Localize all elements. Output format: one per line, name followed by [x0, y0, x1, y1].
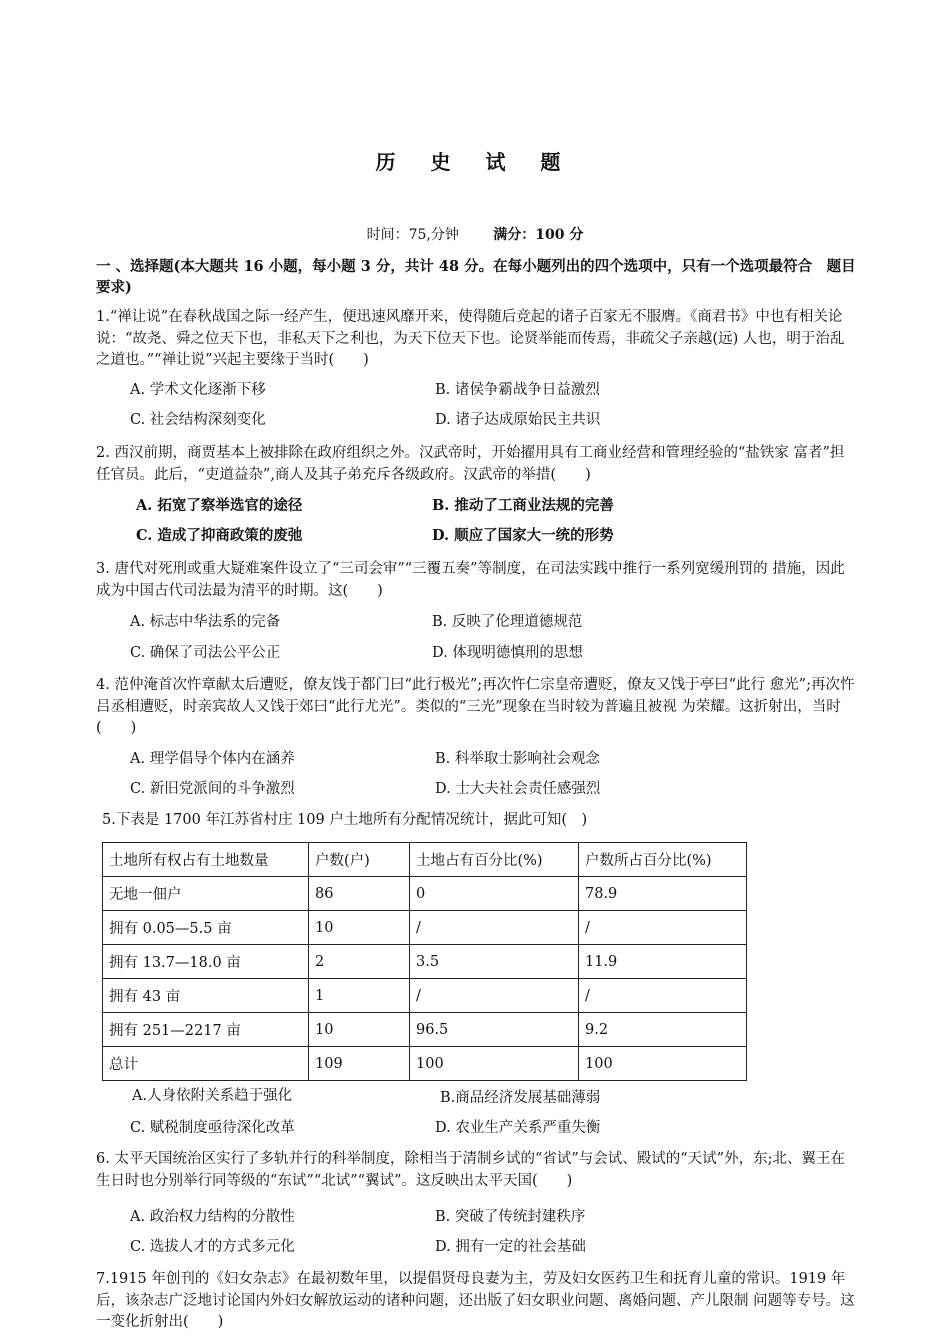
- table-cell: 2: [309, 945, 410, 979]
- table-cell: 100: [579, 1047, 747, 1081]
- question-4-option-b[interactable]: B. 科举取士影响社会观念: [435, 751, 600, 767]
- table-row: [103, 945, 747, 979]
- table-cell: /: [579, 911, 747, 945]
- question-1-option-b[interactable]: B. 诸侯争霸战争日益激烈: [435, 382, 600, 398]
- table-header-cell: 土地占有百分比(%): [410, 843, 579, 877]
- question-2-option-a[interactable]: A. 拓宽了察举选官的途径: [136, 497, 303, 514]
- question-5-option-a[interactable]: A.人身依附关系趋于强化: [132, 1088, 293, 1104]
- table-header-cell: 户数(户): [309, 843, 410, 877]
- table-cell: 11.9: [579, 945, 747, 979]
- table-row: [103, 1013, 747, 1047]
- table-cell: 1: [309, 979, 410, 1013]
- question-1-option-a[interactable]: A. 学术文化逐渐下移: [130, 382, 266, 398]
- question-4-stem: 4. 范仲淹首次忤章献太后遭贬，僚友饯于都门曰“此行极光”;再次忤仁宗皇帝遭贬，僚友又饯于亭曰“此行 愈光”;再次忤吕丞相遭贬，时亲宾故人又饯于郊曰“此行尤光”。类似的“三光”现象在当时较为普遍且被视 为荣耀。这折射出，当时( ): [96, 677, 855, 736]
- table-cell: 10: [309, 911, 410, 945]
- question-5-option-c[interactable]: C. 赋税制度亟待深化改革: [130, 1120, 295, 1136]
- question-3-stem: 3. 唐代对死刑或重大疑难案件设立了“三司会审”“三覆五奏”等制度，在司法实践中推行一系列宽缓刑罚的 措施，因此成为中国古代司法最为清平的时期。这( ): [96, 561, 845, 599]
- question-6-option-a[interactable]: A. 政治权力结构的分散性: [130, 1209, 295, 1225]
- table-row: [103, 877, 747, 911]
- question-1-option-c[interactable]: C. 社会结构深刻变化: [130, 412, 266, 428]
- exam-meta: [0, 224, 950, 244]
- table-cell: /: [410, 911, 579, 945]
- section-heading: 一 、选择题(本大题共 16 小题，每小题 3 分，共计 48 分。在每小题列出的四个选项中，只有一个选项最符合 题目要求): [96, 258, 856, 296]
- question-5-option-d[interactable]: D. 农业生产关系严重失衡: [435, 1120, 601, 1136]
- question-3-option-a[interactable]: A. 标志中华法系的完备: [130, 614, 281, 630]
- table-row: [103, 911, 747, 945]
- table-header-cell: 户数所占百分比(%): [579, 843, 747, 877]
- table-cell: 拥有 13.7—18.0 亩: [103, 945, 309, 979]
- table-row: [103, 1047, 747, 1081]
- table-header-cell: 土地所有权占有土地数量: [103, 843, 309, 877]
- table-cell: 10: [309, 1013, 410, 1047]
- question-6-option-d[interactable]: D. 拥有一定的社会基础: [435, 1239, 586, 1255]
- table-cell: 0: [410, 877, 579, 911]
- question-3-option-d[interactable]: D. 体现明德慎刑的思想: [432, 645, 583, 661]
- question-5-option-b[interactable]: B.商品经济发展基础薄弱: [440, 1090, 601, 1106]
- table-cell: /: [410, 979, 579, 1013]
- table-cell: 86: [309, 877, 410, 911]
- table-cell: 3.5: [410, 945, 579, 979]
- page-title: 历 史 试 题: [375, 150, 575, 174]
- table-cell: 拥有 43 亩: [103, 979, 309, 1013]
- land-distribution-table: [102, 842, 747, 1081]
- question-2-option-c[interactable]: C. 造成了抑商政策的废弛: [136, 527, 303, 544]
- table-header-row: [103, 843, 747, 877]
- table-cell: 100: [410, 1047, 579, 1081]
- question-3-option-b[interactable]: B. 反映了伦理道德规范: [432, 614, 583, 630]
- question-3-option-c[interactable]: C. 确保了司法公平公正: [130, 645, 281, 661]
- table-cell: /: [579, 979, 747, 1013]
- question-5-stem: 5.下表是 1700 年江苏省村庄 109 户土地所有分配情况统计，据此可知( ): [102, 812, 588, 828]
- question-1-option-d[interactable]: D. 诸子达成原始民主共识: [435, 412, 601, 428]
- table-cell: 96.5: [410, 1013, 579, 1047]
- question-2-stem: 2. 西汉前期，商贾基本上被排除在政府组织之外。汉武帝时，开始擢用具有工商业经营和管理经验的“盐铁家 富者”担任官员。此后，“吏道益杂”,商人及其子弟充斥各级政府。汉武帝的举措( ): [96, 445, 845, 483]
- table-cell: 9.2: [579, 1013, 747, 1047]
- exam-time: 时间：75,分钟: [366, 227, 459, 243]
- question-6-option-c[interactable]: C. 选拔人才的方式多元化: [130, 1239, 295, 1255]
- table-cell: 总计: [103, 1047, 309, 1081]
- question-1-stem: 1.“禅让说”在春秋战国之际一经产生，便迅速风靡开来，使得随后竞起的诸子百家无不服膺。《商君书》中也有相关论说：“故尧、舜之位天下也，非私天下之利也，为天下位天下也。论贤举能而传焉，非疏父子亲越(远) 人也，明于治乱之道也。”“禅让说”兴起主要缘于当时( ): [96, 309, 845, 368]
- table-cell: 拥有 251—2217 亩: [103, 1013, 309, 1047]
- question-4-option-c[interactable]: C. 新旧党派间的斗争激烈: [130, 781, 295, 797]
- question-2-option-b[interactable]: B. 推动了工商业法规的完善: [432, 497, 614, 514]
- exam-full-score: 满分：100 分: [493, 227, 584, 243]
- table-cell: 78.9: [579, 877, 747, 911]
- question-6-option-b[interactable]: B. 突破了传统封建秩序: [435, 1209, 586, 1225]
- table-cell: 无地一佃户: [103, 877, 309, 911]
- table-row: [103, 979, 747, 1013]
- table-cell: 拥有 0.05—5.5 亩: [103, 911, 309, 945]
- question-7-stem: 7.1915 年创刊的《妇女杂志》在最初数年里，以提倡贤母良妻为主，劳及妇女医药卫生和抚育儿童的常识。1919 年后，该杂志广泛地讨论国内外妇女解放运动的诸种问题，还出版了妇女职业问题、离婚问题、产儿限制 问题等专号。这一变化折射出( ): [96, 1271, 855, 1330]
- question-2-option-d[interactable]: D. 顺应了国家大一统的形势: [432, 527, 614, 544]
- table-cell: 109: [309, 1047, 410, 1081]
- question-4-option-a[interactable]: A. 理学倡导个体内在涵养: [130, 751, 295, 767]
- question-6-stem: 6. 太平天国统治区实行了多轨并行的科举制度，除相当于清制乡试的“省试”与会试、殿试的“天试”外，东;北、翼王在生日时也分别举行同等级的“东试”“北试”“翼试”。这反映出太平天国( ): [96, 1151, 845, 1189]
- question-4-option-d[interactable]: D. 士大夫社会责任感强烈: [435, 781, 601, 797]
